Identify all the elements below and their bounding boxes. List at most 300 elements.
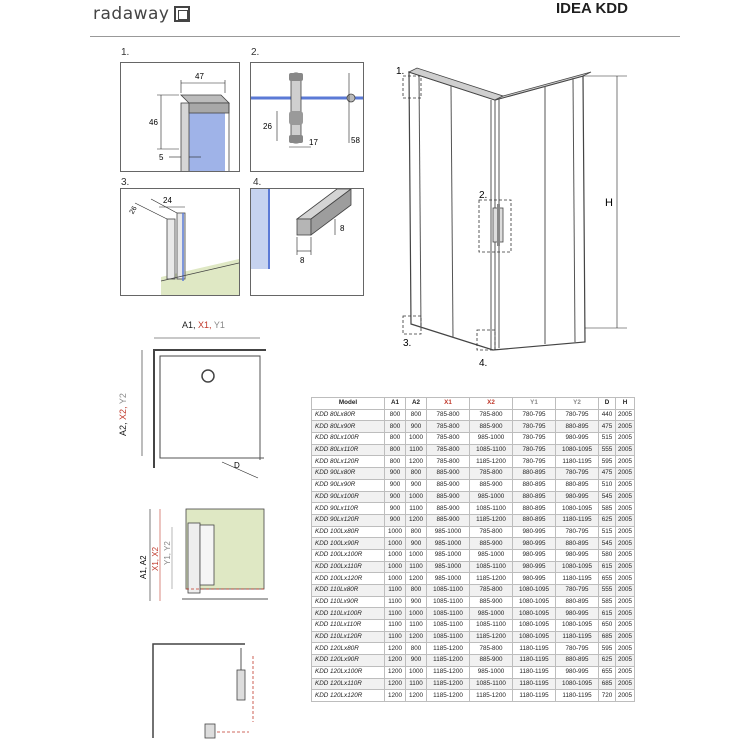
table-cell: 1100: [385, 596, 406, 608]
table-cell: 2005: [616, 409, 635, 421]
table-cell: 985-1000: [470, 433, 513, 445]
table-cell: 1185-1200: [427, 643, 470, 655]
table-cell: 1085-1100: [470, 503, 513, 515]
table-cell: 1100: [406, 620, 427, 632]
table-cell: 880-895: [513, 491, 556, 503]
table-cell: 980-995: [513, 573, 556, 585]
table-cell: 885-900: [427, 468, 470, 480]
table-cell: 785-800: [427, 409, 470, 421]
table-cell: 780-795: [556, 409, 599, 421]
section-a-label: A1, A2: [139, 555, 148, 579]
table-cell: 880-895: [556, 655, 599, 667]
table-cell: 980-995: [556, 549, 599, 561]
table-cell: 440: [599, 409, 616, 421]
table-cell: 980-995: [556, 433, 599, 445]
table-cell: 1200: [406, 573, 427, 585]
table-cell: 1185-1200: [470, 573, 513, 585]
table-cell: 1080-1095: [556, 503, 599, 515]
table-cell: 885-900: [427, 514, 470, 526]
detail-1-drawing: [121, 63, 239, 171]
table-cell: 580: [599, 549, 616, 561]
table-cell: 2005: [616, 468, 635, 480]
col-a1: A1: [385, 398, 406, 410]
bottom-walls: [153, 644, 245, 738]
brand-logo: [93, 3, 190, 25]
plan-side-y: Y2: [118, 393, 128, 405]
table-cell: 545: [599, 538, 616, 550]
table-cell: 1185-1200: [470, 631, 513, 643]
section-y-label: Y1, Y2: [163, 541, 172, 565]
table-cell: 2005: [616, 456, 635, 468]
table-cell: 1180-1195: [556, 573, 599, 585]
table-cell: 685: [599, 678, 616, 690]
table-cell: 1085-1100: [470, 678, 513, 690]
table-cell: 1180-1195: [513, 678, 556, 690]
table-cell: 475: [599, 421, 616, 433]
table-cell: 900: [406, 479, 427, 491]
table-cell: 2005: [616, 479, 635, 491]
table-cell: 1185-1200: [427, 655, 470, 667]
col-x1: X1: [427, 398, 470, 410]
plan-top-x: X1,: [198, 320, 212, 330]
table-cell: 1200: [385, 666, 406, 678]
table-cell: 1000: [406, 433, 427, 445]
table-cell: KDD 120Lx80R: [312, 643, 385, 655]
table-cell: 780-795: [556, 585, 599, 597]
dim-46: 46: [149, 118, 158, 127]
table-cell: 1000: [406, 608, 427, 620]
table-cell: 1185-1200: [427, 666, 470, 678]
table-row: [312, 409, 635, 421]
detail-2-drawing: [251, 63, 363, 171]
main-label-2: 2.: [479, 190, 488, 201]
plan-side-x: X2,: [118, 406, 128, 420]
table-row: [312, 549, 635, 561]
table-cell: 1200: [406, 631, 427, 643]
table-cell: 985-1000: [470, 491, 513, 503]
table-cell: 1200: [406, 456, 427, 468]
table-cell: 900: [385, 468, 406, 480]
table-cell: 1100: [406, 503, 427, 515]
table-cell: 985-1000: [427, 549, 470, 561]
table-cell: 885-900: [470, 421, 513, 433]
table-cell: 785-800: [427, 456, 470, 468]
table-row: [312, 503, 635, 515]
table-cell: 1085-1100: [470, 620, 513, 632]
table-cell: 1080-1095: [556, 444, 599, 456]
table-cell: KDD 110Lx80R: [312, 585, 385, 597]
table-cell: 475: [599, 468, 616, 480]
table-cell: 515: [599, 526, 616, 538]
table-cell: 980-995: [513, 549, 556, 561]
table-cell: 1080-1095: [556, 620, 599, 632]
detail-2-panel: [250, 62, 364, 172]
table-cell: 1100: [406, 561, 427, 573]
table-cell: 2005: [616, 666, 635, 678]
table-cell: 1080-1095: [513, 596, 556, 608]
table-cell: 1080-1095: [556, 561, 599, 573]
table-cell: 900: [406, 421, 427, 433]
table-cell: 720: [599, 690, 616, 702]
table-cell: 1100: [406, 678, 427, 690]
table-cell: 785-800: [470, 585, 513, 597]
table-cell: KDD 120Lx120R: [312, 690, 385, 702]
dim-58: 58: [351, 136, 360, 145]
detail-2-label: 2.: [251, 47, 260, 58]
col-a2: A2: [406, 398, 427, 410]
spec-table: [311, 397, 635, 702]
table-cell: 2005: [616, 538, 635, 550]
table-cell: 780-795: [513, 456, 556, 468]
table-cell: 1080-1095: [513, 608, 556, 620]
product-title: IDEA KDD: [556, 0, 628, 17]
brand-name: radaway: [93, 4, 170, 24]
table-cell: 780-795: [556, 526, 599, 538]
table-cell: 2005: [616, 421, 635, 433]
dim-24: 24: [163, 196, 172, 205]
table-cell: 985-1000: [470, 608, 513, 620]
table-cell: 1185-1200: [470, 456, 513, 468]
table-cell: 1180-1195: [513, 655, 556, 667]
table-row: [312, 655, 635, 667]
table-row: [312, 444, 635, 456]
table-cell: 1085-1100: [427, 631, 470, 643]
table-cell: 1085-1100: [470, 444, 513, 456]
table-cell: 885-900: [470, 655, 513, 667]
table-cell: 2005: [616, 608, 635, 620]
table-cell: 785-800: [470, 409, 513, 421]
table-cell: 1200: [385, 690, 406, 702]
col-x2: X2: [470, 398, 513, 410]
table-cell: 1000: [406, 491, 427, 503]
table-cell: KDD 100Lx110R: [312, 561, 385, 573]
height-label: H: [605, 197, 613, 209]
plan-d-label: D: [234, 461, 240, 470]
table-cell: 2005: [616, 514, 635, 526]
table-cell: 1000: [385, 526, 406, 538]
table-cell: 980-995: [513, 526, 556, 538]
table-cell: 1085-1100: [427, 608, 470, 620]
table-cell: 2005: [616, 573, 635, 585]
table-cell: 900: [385, 491, 406, 503]
table-cell: 1000: [385, 573, 406, 585]
table-cell: 880-895: [513, 503, 556, 515]
table-cell: 900: [385, 503, 406, 515]
table-cell: 1180-1195: [556, 514, 599, 526]
table-body: [312, 409, 635, 701]
table-cell: 800: [385, 409, 406, 421]
table-cell: 1200: [406, 514, 427, 526]
bottom-plan-drawing: [145, 640, 275, 740]
table-cell: 650: [599, 620, 616, 632]
table-cell: KDD 100Lx80R: [312, 526, 385, 538]
col-y2: Y2: [556, 398, 599, 410]
table-cell: 1085-1100: [427, 585, 470, 597]
logo-mark-icon: [174, 6, 190, 22]
table-row: [312, 643, 635, 655]
col-d: D: [599, 398, 616, 410]
table-cell: 1080-1095: [556, 678, 599, 690]
table-cell: 1100: [385, 631, 406, 643]
table-row: [312, 468, 635, 480]
table-cell: 2005: [616, 631, 635, 643]
table-cell: 2005: [616, 596, 635, 608]
table-cell: 900: [385, 514, 406, 526]
table-cell: 2005: [616, 585, 635, 597]
table-cell: KDD 120Lx110R: [312, 678, 385, 690]
col-h: H: [616, 398, 635, 410]
detail-4-drawing: [251, 189, 363, 295]
table-cell: KDD 90Lx100R: [312, 491, 385, 503]
main-cabin-drawing: [395, 58, 635, 370]
table-cell: 2005: [616, 620, 635, 632]
table-header-row: [312, 398, 635, 410]
detail-1-label: 1.: [121, 47, 130, 58]
profile-b: [177, 213, 185, 279]
table-row: [312, 479, 635, 491]
table-cell: 1180-1195: [556, 456, 599, 468]
table-cell: 780-795: [513, 409, 556, 421]
table-cell: 2005: [616, 690, 635, 702]
dim-47: 47: [195, 72, 204, 81]
table-cell: 780-795: [513, 421, 556, 433]
table-cell: 515: [599, 433, 616, 445]
table-row: [312, 421, 635, 433]
table-cell: 985-1000: [470, 549, 513, 561]
main-label-4: 4.: [479, 358, 488, 369]
table-cell: 785-800: [470, 526, 513, 538]
table-row: [312, 596, 635, 608]
table-cell: KDD 110Lx100R: [312, 608, 385, 620]
rail-profile: [297, 219, 311, 235]
table-cell: 2005: [616, 549, 635, 561]
table-cell: 545: [599, 491, 616, 503]
table-cell: 980-995: [513, 538, 556, 550]
table-cell: KDD 80Lx120R: [312, 456, 385, 468]
table-cell: 985-1000: [427, 561, 470, 573]
table-row: [312, 433, 635, 445]
table-cell: KDD 120Lx100R: [312, 666, 385, 678]
plan-side-dims: [118, 393, 128, 436]
table-cell: 2005: [616, 561, 635, 573]
table-cell: 785-800: [470, 643, 513, 655]
table-cell: 585: [599, 503, 616, 515]
table-cell: 1200: [385, 655, 406, 667]
dim-26: 26: [263, 122, 272, 131]
plan-top-y: Y1: [213, 320, 225, 330]
handle-bar: [291, 73, 301, 143]
table-cell: KDD 120Lx90R: [312, 655, 385, 667]
table-cell: KDD 80Lx90R: [312, 421, 385, 433]
table-cell: 800: [385, 444, 406, 456]
plan-top-a: A1,: [182, 320, 196, 330]
table-row: [312, 491, 635, 503]
table-cell: 785-800: [427, 421, 470, 433]
table-cell: 1100: [385, 608, 406, 620]
table-cell: 1000: [406, 666, 427, 678]
table-cell: 625: [599, 655, 616, 667]
table-cell: 780-795: [513, 433, 556, 445]
table-cell: 1100: [385, 620, 406, 632]
table-cell: 2005: [616, 503, 635, 515]
table-cell: 880-895: [556, 596, 599, 608]
table-cell: 2005: [616, 491, 635, 503]
table-cell: 2005: [616, 433, 635, 445]
detail-4-panel: [250, 188, 364, 296]
table-cell: KDD 90Lx80R: [312, 468, 385, 480]
table-cell: 985-1000: [470, 666, 513, 678]
detail-3-label: 3.: [121, 177, 130, 188]
table-cell: 1085-1100: [427, 596, 470, 608]
table-cell: 880-895: [513, 479, 556, 491]
table-cell: 1180-1195: [513, 666, 556, 678]
table-cell: 555: [599, 444, 616, 456]
table-cell: 785-800: [470, 468, 513, 480]
table-cell: 1185-1200: [470, 690, 513, 702]
table-cell: 1000: [385, 561, 406, 573]
table-cell: 1185-1200: [427, 690, 470, 702]
table-row: [312, 631, 635, 643]
table-row: [312, 561, 635, 573]
table-row: [312, 585, 635, 597]
table-cell: 800: [385, 456, 406, 468]
detail-4-label: 4.: [253, 177, 262, 188]
table-cell: 800: [385, 421, 406, 433]
plan-view-drawing: [130, 328, 280, 488]
table-cell: 1080-1095: [513, 620, 556, 632]
table-cell: 1180-1195: [556, 690, 599, 702]
table-cell: 800: [406, 468, 427, 480]
table-cell: 595: [599, 456, 616, 468]
table-cell: 1100: [385, 585, 406, 597]
table-cell: KDD 100Lx120R: [312, 573, 385, 585]
table-row: [312, 620, 635, 632]
table-cell: 510: [599, 479, 616, 491]
table-cell: 985-1000: [427, 526, 470, 538]
table-cell: 985-1000: [427, 573, 470, 585]
table-cell: 1000: [406, 549, 427, 561]
table-cell: 780-795: [556, 468, 599, 480]
table-cell: 615: [599, 608, 616, 620]
table-row: [312, 456, 635, 468]
table-cell: 1080-1095: [513, 631, 556, 643]
table-cell: KDD 90Lx120R: [312, 514, 385, 526]
table-cell: KDD 110Lx110R: [312, 620, 385, 632]
dim-5: 5: [159, 153, 164, 162]
table-cell: 780-795: [513, 444, 556, 456]
table-cell: KDD 100Lx90R: [312, 538, 385, 550]
table-cell: 1200: [406, 690, 427, 702]
table-cell: 880-895: [556, 538, 599, 550]
table-cell: 885-900: [470, 479, 513, 491]
table-cell: 655: [599, 666, 616, 678]
spec-table-wrapper: [311, 397, 635, 702]
table-cell: 800: [406, 643, 427, 655]
dim-17: 17: [309, 138, 318, 147]
table-cell: 1100: [406, 444, 427, 456]
table-cell: 625: [599, 514, 616, 526]
table-cell: 1085-1100: [427, 620, 470, 632]
table-cell: 900: [385, 479, 406, 491]
col-y1: Y1: [513, 398, 556, 410]
table-cell: 900: [406, 596, 427, 608]
table-cell: 880-895: [513, 468, 556, 480]
table-cell: KDD 80Lx80R: [312, 409, 385, 421]
table-cell: 1185-1200: [427, 678, 470, 690]
dim-26-angled: 26: [128, 205, 139, 216]
table-cell: 785-800: [427, 433, 470, 445]
table-cell: 555: [599, 585, 616, 597]
section-drawing: [130, 505, 270, 627]
table-cell: 1185-1200: [470, 514, 513, 526]
table-cell: 985-1000: [427, 538, 470, 550]
table-cell: 1180-1195: [513, 643, 556, 655]
table-cell: 2005: [616, 643, 635, 655]
table-cell: 880-895: [556, 479, 599, 491]
table-cell: 585: [599, 596, 616, 608]
table-cell: 885-900: [470, 538, 513, 550]
dim-8-vertical: 8: [340, 224, 345, 233]
table-cell: KDD 100Lx100R: [312, 549, 385, 561]
table-cell: 780-795: [556, 643, 599, 655]
table-row: [312, 573, 635, 585]
table-cell: 1180-1195: [556, 631, 599, 643]
table-cell: 880-895: [513, 514, 556, 526]
detail-3-panel: [120, 188, 240, 296]
table-cell: 980-995: [556, 608, 599, 620]
main-label-3: 3.: [403, 338, 412, 349]
table-cell: 980-995: [513, 561, 556, 573]
table-cell: 785-800: [427, 444, 470, 456]
table-cell: 1000: [385, 549, 406, 561]
table-cell: 800: [406, 585, 427, 597]
table-cell: 655: [599, 573, 616, 585]
table-cell: 980-995: [556, 491, 599, 503]
table-cell: 615: [599, 561, 616, 573]
table-cell: 1200: [385, 643, 406, 655]
col-model: Model: [312, 398, 385, 410]
table-cell: 800: [406, 409, 427, 421]
table-cell: 800: [406, 526, 427, 538]
table-cell: 885-900: [470, 596, 513, 608]
table-cell: 800: [385, 433, 406, 445]
table-cell: KDD 80Lx110R: [312, 444, 385, 456]
table-row: [312, 678, 635, 690]
table-row: [312, 514, 635, 526]
table-cell: 2005: [616, 526, 635, 538]
section-x-label: X1, X2: [151, 546, 160, 571]
main-label-1: 1.: [396, 66, 405, 77]
table-cell: 2005: [616, 678, 635, 690]
dim-8-horizontal: 8: [300, 256, 305, 265]
table-cell: 1080-1095: [513, 585, 556, 597]
table-cell: 2005: [616, 655, 635, 667]
drain-icon: [202, 370, 214, 382]
table-cell: 980-995: [556, 666, 599, 678]
table-row: [312, 538, 635, 550]
table-row: [312, 666, 635, 678]
table-cell: KDD 110Lx90R: [312, 596, 385, 608]
plan-side-a: A2,: [118, 422, 128, 436]
table-cell: 1085-1100: [470, 561, 513, 573]
table-cell: 1200: [385, 678, 406, 690]
table-cell: KDD 90Lx110R: [312, 503, 385, 515]
table-cell: 880-895: [556, 421, 599, 433]
table-cell: 2005: [616, 444, 635, 456]
table-cell: 885-900: [427, 503, 470, 515]
table-cell: 900: [406, 655, 427, 667]
profile-a: [167, 219, 175, 279]
